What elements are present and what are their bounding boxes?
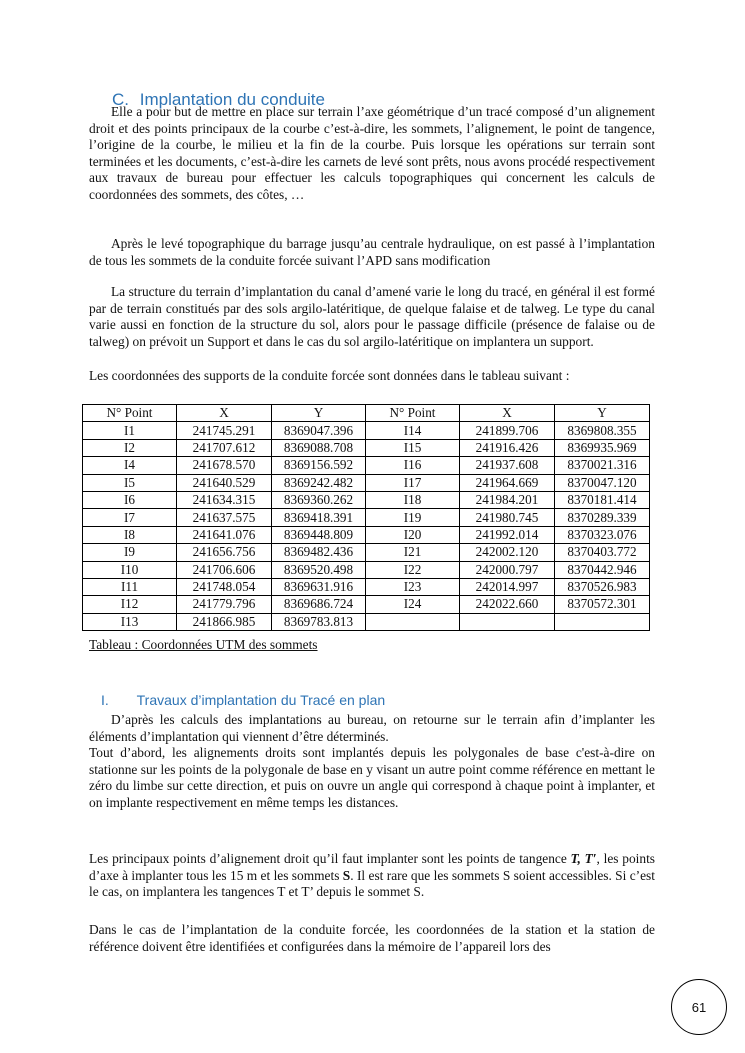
- table-cell: 241916.426: [460, 439, 555, 456]
- table-cell: 242022.660: [460, 596, 555, 613]
- coordinates-table: [82, 404, 650, 631]
- table-row: [83, 613, 650, 630]
- header-y-1: Y: [272, 405, 366, 422]
- paragraph-8: Dans le cas de l’implantation de la conduite forcée, les coordonnées de la station et la station de référence doivent être identifiées et configurées dans la mémoire de l’appareil lors des: [89, 922, 655, 954]
- table-cell: I8: [83, 526, 177, 543]
- table-cell: I23: [366, 578, 460, 595]
- table-cell: I21: [366, 544, 460, 561]
- table-cell: 8370021.316: [555, 457, 650, 474]
- table-cell: I19: [366, 509, 460, 526]
- table-cell: 8370442.946: [555, 561, 650, 578]
- table-row: [83, 422, 650, 439]
- table-cell: 8370572.301: [555, 596, 650, 613]
- tangent-points-symbol: T, T′: [570, 851, 597, 866]
- table-cell: 242000.797: [460, 561, 555, 578]
- table-cell: 241866.985: [177, 613, 272, 630]
- table-cell: I4: [83, 457, 177, 474]
- table-row: [83, 509, 650, 526]
- paragraph-7-part-b: , les points d’axe à implanter tous les 15 m et les sommets: [89, 851, 655, 883]
- paragraph-1: Elle a pour but de mettre en place sur terrain l’axe géométrique d’un tracé composé d’un alignement droit et des points principaux de la courbe c’est-à-dire, les sommets, l’alignement, le point de tangence, l’origine de la courbe, le milieu et la fin de la courbe. Puis lorsque les opérations sur terrain sont terminées et les documents, c’est-à-dire les carnets de levé sont prêts, nous avons procédé respectivement aux travaux de bureau pour effectuer les calculs topographiques qui concernent les calculs de coordonnées des sommets, des côtes, …: [89, 104, 655, 202]
- paragraph-2: Après le levé topographique du barrage jusqu’au centrale hydraulique, on est passé à l’implantation de tous les sommets de la conduite forcée suivant l’APD sans modification: [89, 236, 655, 268]
- subsection-title: Travaux d’implantation du Tracé en plan: [136, 692, 386, 708]
- table-cell: I13: [83, 613, 177, 630]
- table-cell: I6: [83, 491, 177, 508]
- table-cell: 8369242.482: [272, 474, 366, 491]
- vertex-symbol: S: [342, 867, 351, 883]
- page-number-label: 61: [691, 999, 707, 1015]
- header-x-2: X: [460, 405, 555, 422]
- table-cell: 241779.796: [177, 596, 272, 613]
- table-cell: 241707.612: [177, 439, 272, 456]
- section-title: Implantation du conduite: [139, 90, 325, 109]
- header-y-2: Y: [555, 405, 650, 422]
- table-cell: I20: [366, 526, 460, 543]
- table-cell: 8369686.724: [272, 596, 366, 613]
- table-cell: 8369156.592: [272, 457, 366, 474]
- table-row: [83, 474, 650, 491]
- table-cell: I12: [83, 596, 177, 613]
- table-row: [83, 439, 650, 456]
- subsection-number: I.: [101, 692, 109, 708]
- table-cell: 8369935.969: [555, 439, 650, 456]
- table-cell: I16: [366, 457, 460, 474]
- table-cell: 241637.575: [177, 509, 272, 526]
- table-cell: I22: [366, 561, 460, 578]
- table-cell: I14: [366, 422, 460, 439]
- table-cell: 8370289.339: [555, 509, 650, 526]
- table-cell: I17: [366, 474, 460, 491]
- table-cell: 8369047.396: [272, 422, 366, 439]
- table-cell: I11: [83, 578, 177, 595]
- paragraph-7-part-a: Les principaux points d’alignement droit qu’il faut implanter sont les points de tangence: [89, 851, 567, 866]
- table-cell: [366, 613, 460, 630]
- table-cell: 241640.529: [177, 474, 272, 491]
- paragraph-3: La structure du terrain d’implantation du canal d’amené varie le long du tracé, en général il est formé par de terrain constitués par des sols argilo-latéritique, de quelque falaise et de talweg. Le type du canal varie aussi en fonction de la structure du sol, alors pour le passage difficile (présence de falaise ou de talweg) on prévoit un Support et dans le cas du sol argilo-latéritique on implantera un support.: [89, 284, 655, 349]
- table-cell: 8370181.414: [555, 491, 650, 508]
- table-cell: 8369520.498: [272, 561, 366, 578]
- table-cell: 8369482.436: [272, 544, 366, 561]
- table-cell: 8369783.813: [272, 613, 366, 630]
- header-point-1: N° Point: [83, 405, 177, 422]
- table-cell: 242002.120: [460, 544, 555, 561]
- table-row: [83, 596, 650, 613]
- table-header-row: [83, 405, 650, 422]
- table-cell: I5: [83, 474, 177, 491]
- table-cell: 241656.756: [177, 544, 272, 561]
- table-cell: 241641.076: [177, 526, 272, 543]
- paragraph-7: [89, 851, 655, 901]
- table-cell: 8369088.708: [272, 439, 366, 456]
- table-row: [83, 578, 650, 595]
- table-cell: 241745.291: [177, 422, 272, 439]
- table-cell: 8370403.772: [555, 544, 650, 561]
- table-row: [83, 544, 650, 561]
- table-cell: 241937.608: [460, 457, 555, 474]
- table-cell: 8369808.355: [555, 422, 650, 439]
- table-cell: 241992.014: [460, 526, 555, 543]
- table-cell: 8370323.076: [555, 526, 650, 543]
- table-cell: I15: [366, 439, 460, 456]
- paragraph-5: D’après les calculs des implantations au bureau, on retourne sur le terrain afin d’implanter les éléments d’implantation qui viennent d’être déterminés.: [89, 712, 655, 744]
- table-cell: 8370047.120: [555, 474, 650, 491]
- table-row: [83, 561, 650, 578]
- header-point-2: N° Point: [366, 405, 460, 422]
- header-x-1: X: [177, 405, 272, 422]
- paragraph-4: Les coordonnées des supports de la conduite forcée sont données dans le tableau suivant :: [89, 368, 570, 383]
- table-cell: 8369631.916: [272, 578, 366, 595]
- table-cell: 8369418.391: [272, 509, 366, 526]
- table-cell: 8369360.262: [272, 491, 366, 508]
- table-cell: [460, 613, 555, 630]
- subsection-heading: [101, 692, 385, 708]
- table-cell: I10: [83, 561, 177, 578]
- table-cell: I24: [366, 596, 460, 613]
- table-cell: [555, 613, 650, 630]
- table-cell: 241899.706: [460, 422, 555, 439]
- table-row: [83, 526, 650, 543]
- table-cell: I7: [83, 509, 177, 526]
- table-row: [83, 491, 650, 508]
- table-row: [83, 457, 650, 474]
- paragraph-6: Tout d’abord, les alignements droits sont implantés depuis les polygonales de base c'est-à-dire on stationne sur les points de la polygonale de base en y visant un autre point comme référence en mettant le zéro du limbe sur cette direction, et puis on ouvre un angle qui correspond à chaque point à implanter, et on implante respectivement en même temps les distances.: [89, 745, 655, 810]
- table-cell: I2: [83, 439, 177, 456]
- table-cell: 241634.315: [177, 491, 272, 508]
- table-cell: 241678.570: [177, 457, 272, 474]
- table-cell: 241984.201: [460, 491, 555, 508]
- table-cell: 8370526.983: [555, 578, 650, 595]
- table-cell: I18: [366, 491, 460, 508]
- table-cell: 241964.669: [460, 474, 555, 491]
- table-cell: 241980.745: [460, 509, 555, 526]
- table-cell: 241748.054: [177, 578, 272, 595]
- table-cell: 242014.997: [460, 578, 555, 595]
- table-caption: Tableau : Coordonnées UTM des sommets: [89, 637, 318, 652]
- table-cell: I9: [83, 544, 177, 561]
- table-cell: I1: [83, 422, 177, 439]
- page-number: [671, 979, 727, 1035]
- table-cell: 8369448.809: [272, 526, 366, 543]
- paragraph-7-part-c: . Il est rare que les sommets S soient accessibles. Si c’est le cas, on implantera les tangences T et T’ depuis le sommet S.: [89, 867, 655, 900]
- table-cell: 241706.606: [177, 561, 272, 578]
- section-number: C.: [112, 90, 129, 109]
